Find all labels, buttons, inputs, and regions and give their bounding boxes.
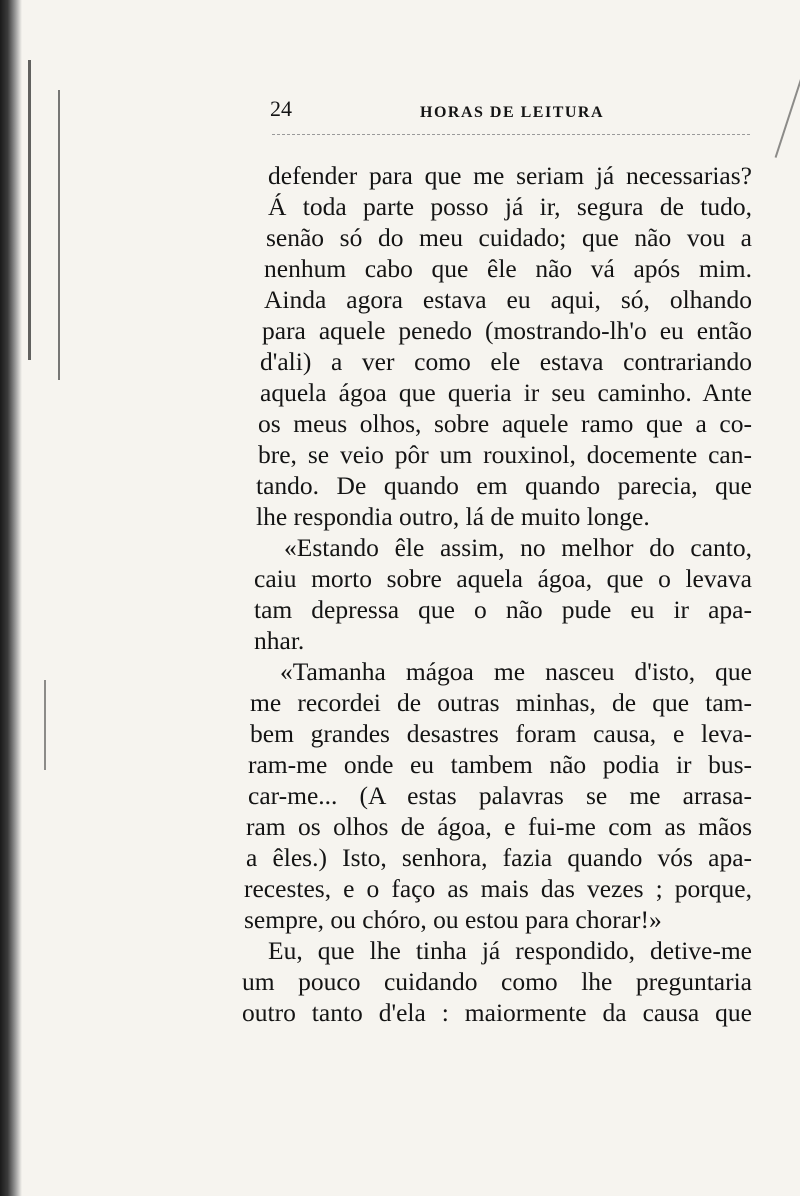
scan-margin-mark [28,60,31,360]
text-line: «Tamanha mágoa me nasceu d'isto, que [280,657,752,686]
text-line: defender para que me seriam já necessarias? [268,161,752,190]
text-line: lhe respondia outro, lá de muito longe. [256,502,650,531]
page-header [270,96,750,136]
text-line: sempre, ou chóro, ou estou para chorar!» [244,905,662,934]
text-line: bre, se veio pôr um rouxinol, docemente can- [258,440,752,469]
header-rule [272,134,750,135]
text-line: tando. De quando em quando parecia, que [256,471,752,500]
text-line: senão só do meu cuidado; que não vou a [266,223,752,252]
text-line: para aquele penedo (mostrando-lh'o eu então [262,316,752,345]
text-line: Eu, que lhe tinha já respondido, detive-me [268,936,752,965]
text-line: me recordei de outras minhas, de que tam- [250,688,752,717]
running-head: HORAS DE LEITURA [420,104,605,121]
scan-binding-shadow [0,0,22,1196]
text-line: caiu morto sobre aquela ágoa, que o levava [254,564,752,593]
text-line: os meus olhos, sobre aquele ramo que a co- [258,409,752,438]
text-line: nhar. [254,626,305,655]
scan-margin-mark [58,90,60,380]
text-line: bem grandes desastres foram causa, e leva- [250,719,752,748]
scan-margin-mark [775,62,800,158]
text-line: nenhum cabo que êle não vá após mim. [264,254,752,283]
text-line: Ainda agora estava eu aqui, só, olhando [264,285,752,314]
scan-margin-mark [44,680,46,770]
text-line: recestes, e o faço as mais das vezes ; porque, [244,874,752,903]
page-number: 24 [270,96,292,121]
text-line: «Estando êle assim, no melhor do canto, [284,533,752,562]
text-line: ram-me onde eu tambem não podia ir bus- [248,750,752,779]
text-line: um pouco cuidando como lhe preguntaria [242,967,752,996]
text-line: outro tanto d'ela : maiormente da causa que [242,998,752,1027]
text-line: ram os olhos de ágoa, e fui-me com as mãos [246,812,752,841]
text-line: a êles.) Isto, senhora, fazia quando vós apa- [246,843,752,872]
text-line: d'ali) a ver como ele estava contrariando [260,347,752,376]
text-line: car-me... (A estas palavras se me arrasa- [248,781,752,810]
text-line: tam depressa que o não pude eu ir apa- [254,595,752,624]
text-line: Á toda parte posso já ir, segura de tudo, [268,192,752,221]
text-line: aquela ágoa que queria ir seu caminho. Ante [260,378,752,407]
body-text [240,160,752,1028]
